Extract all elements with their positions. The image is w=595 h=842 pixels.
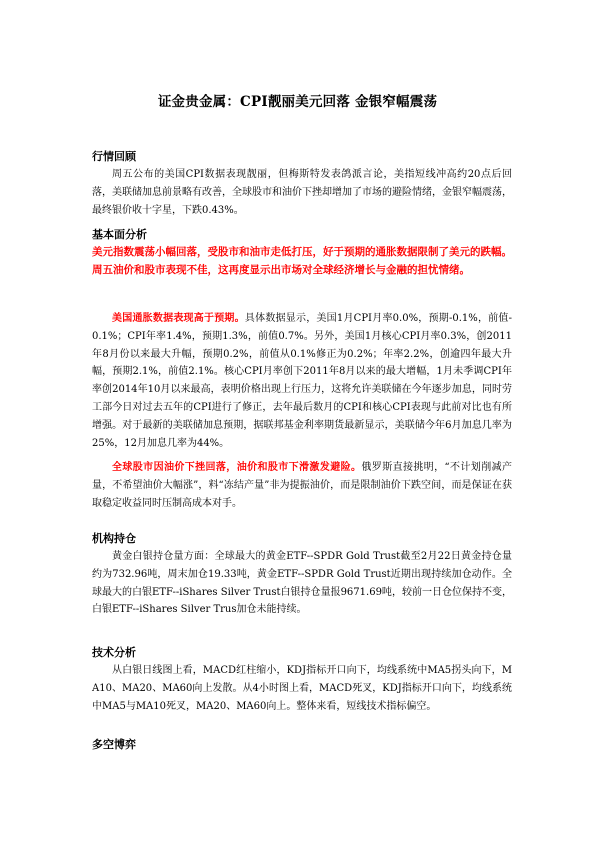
market-review-body: 周五公布的美国CPI数据表现靓丽，但梅斯特发表鸽派言论，美指短线冲高约20点后回落，美联储加息前景略有改善，全球股市和油价下挫却增加了市场的避险情绪，金银窄幅震荡，最终银价收十字星，下跌0.43%。	[92, 169, 512, 216]
fundamentals-highlight: 美元指数震荡小幅回落，受股市和油市走低打压，好于预期的通胀数据限制了美元的跌幅。周五油价和股市表现不佳，这再度显示出市场对全球经济增长与金融的担忧情绪。	[92, 246, 512, 276]
technical-heading: 技术分析	[92, 646, 136, 659]
technical-section	[92, 646, 512, 715]
page-title: 证金贵金属：CPI靓丽美元回落 金银窄幅震荡	[157, 94, 438, 110]
holdings-body: 黄金白银持仓量方面：全球最大的黄金ETF--SPDR Gold Trust截至2月22日黄金持仓量约为732.96吨，周末加仓19.33吨，黄金ETF--SPDR Gold Trust近期出现持续加仓动作。全球最大的白银ETF--iShares Silver Trust白银持仓量报9671.69吨，较前一日仓位保持不变，白银ETF--iShares Silver Trus加仓未能持续。	[92, 551, 512, 616]
fundamentals-heading: 基本面分析	[92, 228, 147, 241]
cpi-paragraph	[92, 310, 512, 452]
oil-paragraph	[92, 459, 512, 512]
cpi-section	[92, 310, 512, 452]
fundamentals-section	[92, 228, 512, 280]
long-short-section	[92, 738, 512, 754]
oil-section	[92, 459, 512, 512]
market-review-section	[92, 150, 512, 219]
oil-body: 俄罗斯直接挑明，“不计划削减产量，不希望油价大幅涨”，料“冻结产量”非为提振油价，而是限制油价下跌空间，而是保证在获取稳定收益同时压制高成本对手。	[92, 462, 512, 509]
holdings-heading: 机构持仓	[92, 532, 136, 545]
holdings-section	[92, 532, 512, 619]
cpi-body: 具体数据显示，美国1月CPI月率0.0%，预期-0.1%，前值-0.1%；CPI年率1.4%，预期1.3%，前值0.7%。另外，美国1月核心CPI月率0.3%，创2011年8月份以来最大升幅，预期0.2%，前值从0.1%修正为0.2%；年率2.2%，创逾四年最大升幅，预期2.1%，前值2.1%。核心CPI月率创下2011年8月以来的最大增幅，1月未季调CPI年率创2014年10月以来最高，表明价格出现上行压力，这将允许美联储在今年逐步加息，同时劳工部今日对过去五年的CPI进行了修正，去年最后数月的CPI和核心CPI表现与此前对比也有所增强。对于最新的美联储加息预期，据联邦基金利率期货最新显示，美联储今年6月加息几率为25%，12月加息几率为44%。	[92, 313, 512, 449]
market-review-heading: 行情回顾	[92, 150, 136, 163]
long-short-heading: 多空博弈	[92, 738, 136, 751]
cpi-lead: 美国通胀数据表现高于预期。	[112, 313, 245, 324]
technical-body: 从白银日线图上看，MACD红柱缩小，KDJ指标开口向下，均线系统中MA5拐头向下，MA10、MA20、MA60向上发散。从4小时图上看，MACD死叉，KDJ指标开口向下，均线系统中MA5与MA10死叉，MA20、MA60向上。整体来看，短线技术指标偏空。	[92, 665, 512, 712]
oil-lead: 全球股市因油价下挫回落，油价和股市下滑激发避险。	[112, 462, 362, 473]
